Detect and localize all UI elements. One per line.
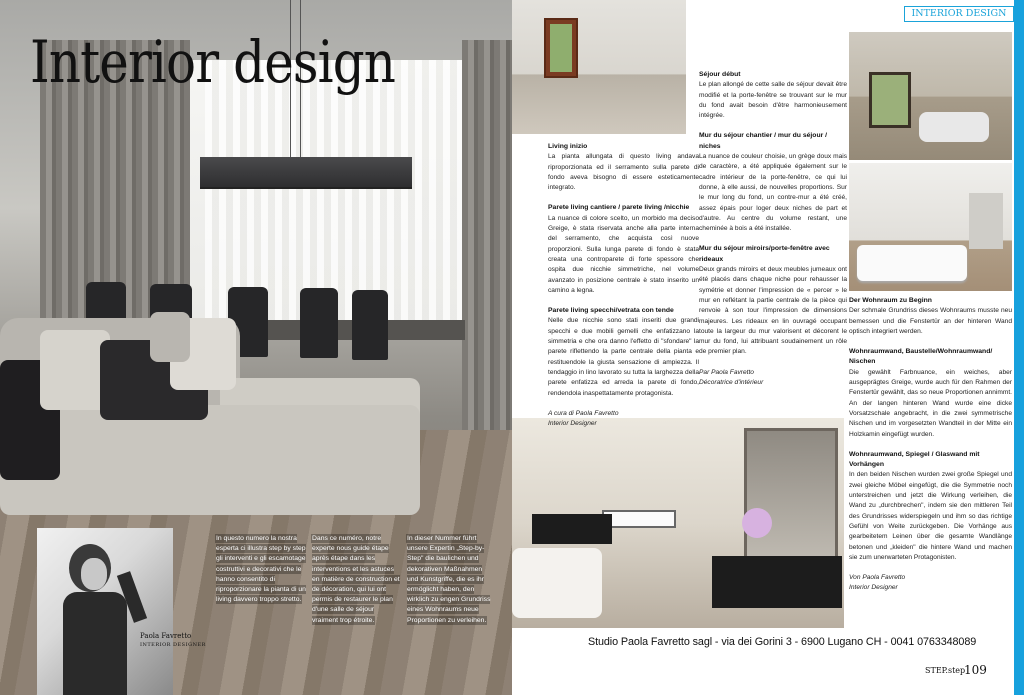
designer-portrait [37, 528, 173, 695]
intro-column-french [312, 534, 402, 626]
section-heading: Parete living specchi/vetrata con tende [548, 307, 674, 315]
dining-table [235, 320, 465, 340]
intro-column-italian [216, 534, 306, 605]
intro-text-french: Dans ce numéro, notre experte nous guide étape après étape dans les interventions et les astuces en matière de construction et de décoration, qui lui ont permis de restaurer le plan d'une salle de séjour vraiment trop étroite. [312, 535, 400, 624]
drop-cloth [919, 112, 989, 142]
section-text: La pianta allungata di questo living andava riproporzionata ed il serramento sulla parete di fondo aveva bisogno di essere esteticamente integrato. [548, 153, 699, 192]
photo-living-before [512, 0, 686, 134]
section-heading: Mur du séjour chantier / mur du séjour / niches [699, 132, 828, 150]
author-credit [849, 573, 1012, 594]
section-heading: Wohnraumwand, Spiegel / Glaswand mit Vorhängen [849, 450, 980, 469]
portrait-caption [140, 632, 206, 650]
pendant-lamp [200, 157, 412, 189]
section-text: In den beiden Nischen wurden zwei große Spiegel und zwei gleiche Möbel eingefügt, die die Symmetrie noch unterstreichen und jetzt die Wirkung verleihen, die Wand zu „durchbrechen", indem sie den mittleren Teil des Grundrisses widerspiegeln und ihm so das richtige Gefühl von Weite zurückgeben. Die Vorhänge aus gearbeitetem Leinen über die gesamte Wandlänge betonen und „kleiden" die hintere Wand und machen sie zum unerwarteten Protagonisten. [849, 471, 1012, 561]
armchair [512, 548, 602, 618]
black-cabinet [712, 556, 842, 608]
wall-niche [969, 193, 1003, 249]
magazine-logo: STEP.step [925, 666, 966, 675]
sofa-seat [0, 405, 420, 515]
section-heading: Séjour début [699, 71, 741, 78]
flower-vase [742, 508, 772, 538]
intro-text-german: In dieser Nummer führt unsere Expertin „Step-by-Step" die baulichen und dekorativen Maßnahmen und Kunstgriffe, die es ihr ermöglicht haben, den wirklich zu engen Grundriss eines Wohnraums neue Proportionen zu verleihen. [407, 535, 491, 624]
page-title: Interior design [30, 28, 396, 96]
credit-line: Interior Designer [548, 420, 597, 428]
author-credit [548, 409, 699, 430]
photo-mirrors [512, 418, 844, 628]
credit-line: Interior Designer [849, 584, 898, 592]
article-column-german [849, 296, 1012, 594]
section-text: Die gewählt Farbnuance, ein weiches, aber ausgeprägtes Greige, wurde auch für den Rahmen der Fenstertür gewählt, das so neue Proportionen annimmt. An der langen hinteren Wand wurde eine dicke Vorsatzschale angebracht, in die zwei symmetrische Nischen und im vorgesetzten Wandteil in der Mitte ein Holzkamin eingefügt wurden. [849, 368, 1012, 438]
credit-line: A cura di Paola Favretto [548, 409, 619, 417]
section-tag: INTERIOR DESIGN [904, 6, 1014, 22]
credit-line: Von Paola Favretto [849, 574, 906, 582]
right-page [512, 0, 1024, 695]
article-column-french [699, 70, 847, 388]
section-heading: Mur du séjour miroirs/porte-fenêtre avec rideaux [699, 245, 830, 263]
studio-contact: Studio Paola Favretto sagl - via dei Gorini 3 - 6900 Lugano CH - 0041 0763348089 [588, 636, 977, 648]
portrait-caption-name: Paola Favretto [140, 632, 192, 640]
credit-line: Par Paola Favretto [699, 368, 754, 376]
portrait-body [63, 592, 127, 695]
credit-line: Décoratrice d'intérieur [699, 379, 764, 387]
section-text: La nuance di colore scelto, un morbido ma deciso Greige, è stata riservata anche alla parte interna del serramento, che acquista così nuove proporzioni. Sulla lunga parete di fondo è stata creata una controparete di forte spessore che ospita due nicchie simmetriche, nel volume avanzato in posizione centrale è stato inserito un camino a legna. [548, 214, 699, 294]
section-text: Deux grands miroirs et deux meubles jumeaux ont été placés dans chaque niche pour rehausser la symétrie et donner l'impression de « percer » le mur en reflétant la partie centrale de la pièce qui renvoie à son tour l'impression de dimensions majeures. Les rideaux en lin ouvragé occupant toute la largeur du mur valorisent et décorent le mur du fond, lui attribuant soudainement un rôle de premier plan. [699, 266, 847, 356]
section-heading: Parete living cantiere / parete living /nicchie [548, 204, 690, 212]
author-credit [699, 368, 847, 389]
accent-bar [1014, 0, 1024, 695]
fireplace [602, 510, 676, 528]
sheer-curtain [205, 60, 465, 320]
intro-column-german [407, 534, 495, 626]
glass-door [544, 18, 578, 78]
photo-niches [849, 163, 1012, 291]
page-number: 109 [964, 663, 987, 677]
section-heading: Wohnraumwand, Baustelle/Wohnraumwand/ Nischen [849, 348, 993, 366]
photo-construction [849, 32, 1012, 160]
curtain-right [462, 40, 512, 480]
black-cabinet [532, 514, 612, 544]
dining-chair [352, 290, 388, 360]
section-text: Nelle due nicchie sono stati inseriti due grandi specchi e due mobili gemelli che enfatizzano la simmetria e che ora danno l'effetto di "sfondare" la parete riflettendo la parte centrale della pianta e restituendole la giusta sensazione di ampiezza. Il tendaggio in lino lavorato su tutta la larghezza della parete enfatizza ed arreda la parete di fondo, rendendola inaspettatamente protagonista. [548, 317, 699, 397]
article-column-italian [548, 142, 699, 429]
intro-text-italian: In questo numero la nostra esperta ci illustra step by step gli interventi e gli escamotage costruttivi e decorativi che le hanno consentito di riproporzionare la pianta di un living davvero troppo stretto. [216, 535, 306, 604]
portrait-face [81, 558, 107, 590]
white-sofa [857, 245, 967, 281]
section-heading: Living inizio [548, 143, 588, 150]
dining-chair [300, 288, 338, 358]
section-heading: Der Wohnraum zu Beginn [849, 297, 932, 304]
window [869, 72, 911, 128]
section-text: La nuance de couleur choisie, un grège doux mais de caractère, a été appliquée également sur le cadre intérieur de la porte-fenêtre, ce qui lui donne, à elle aussi, de nouvelles proportions. Sur le mur long du fond, un contre-mur a été créé, assez épais pour loger deux niches de part et d'autre. Au centre du volume restant, une cheminée à bois a été installée. [699, 153, 847, 233]
section-text: Der schmale Grundriss dieses Wohnraums musste neu bemessen und die Fenstertür an der hinteren Wand optisch integriert werden. [849, 307, 1012, 335]
portrait-caption-role: INTERIOR DESIGNER [140, 642, 206, 648]
cushion [150, 312, 190, 362]
section-text: Le plan allongé de cette salle de séjour devait être modifié et la porte-fenêtre se trouvant sur le mur du fond avait besoin d'être harmonieusement intégrée. [699, 81, 847, 120]
